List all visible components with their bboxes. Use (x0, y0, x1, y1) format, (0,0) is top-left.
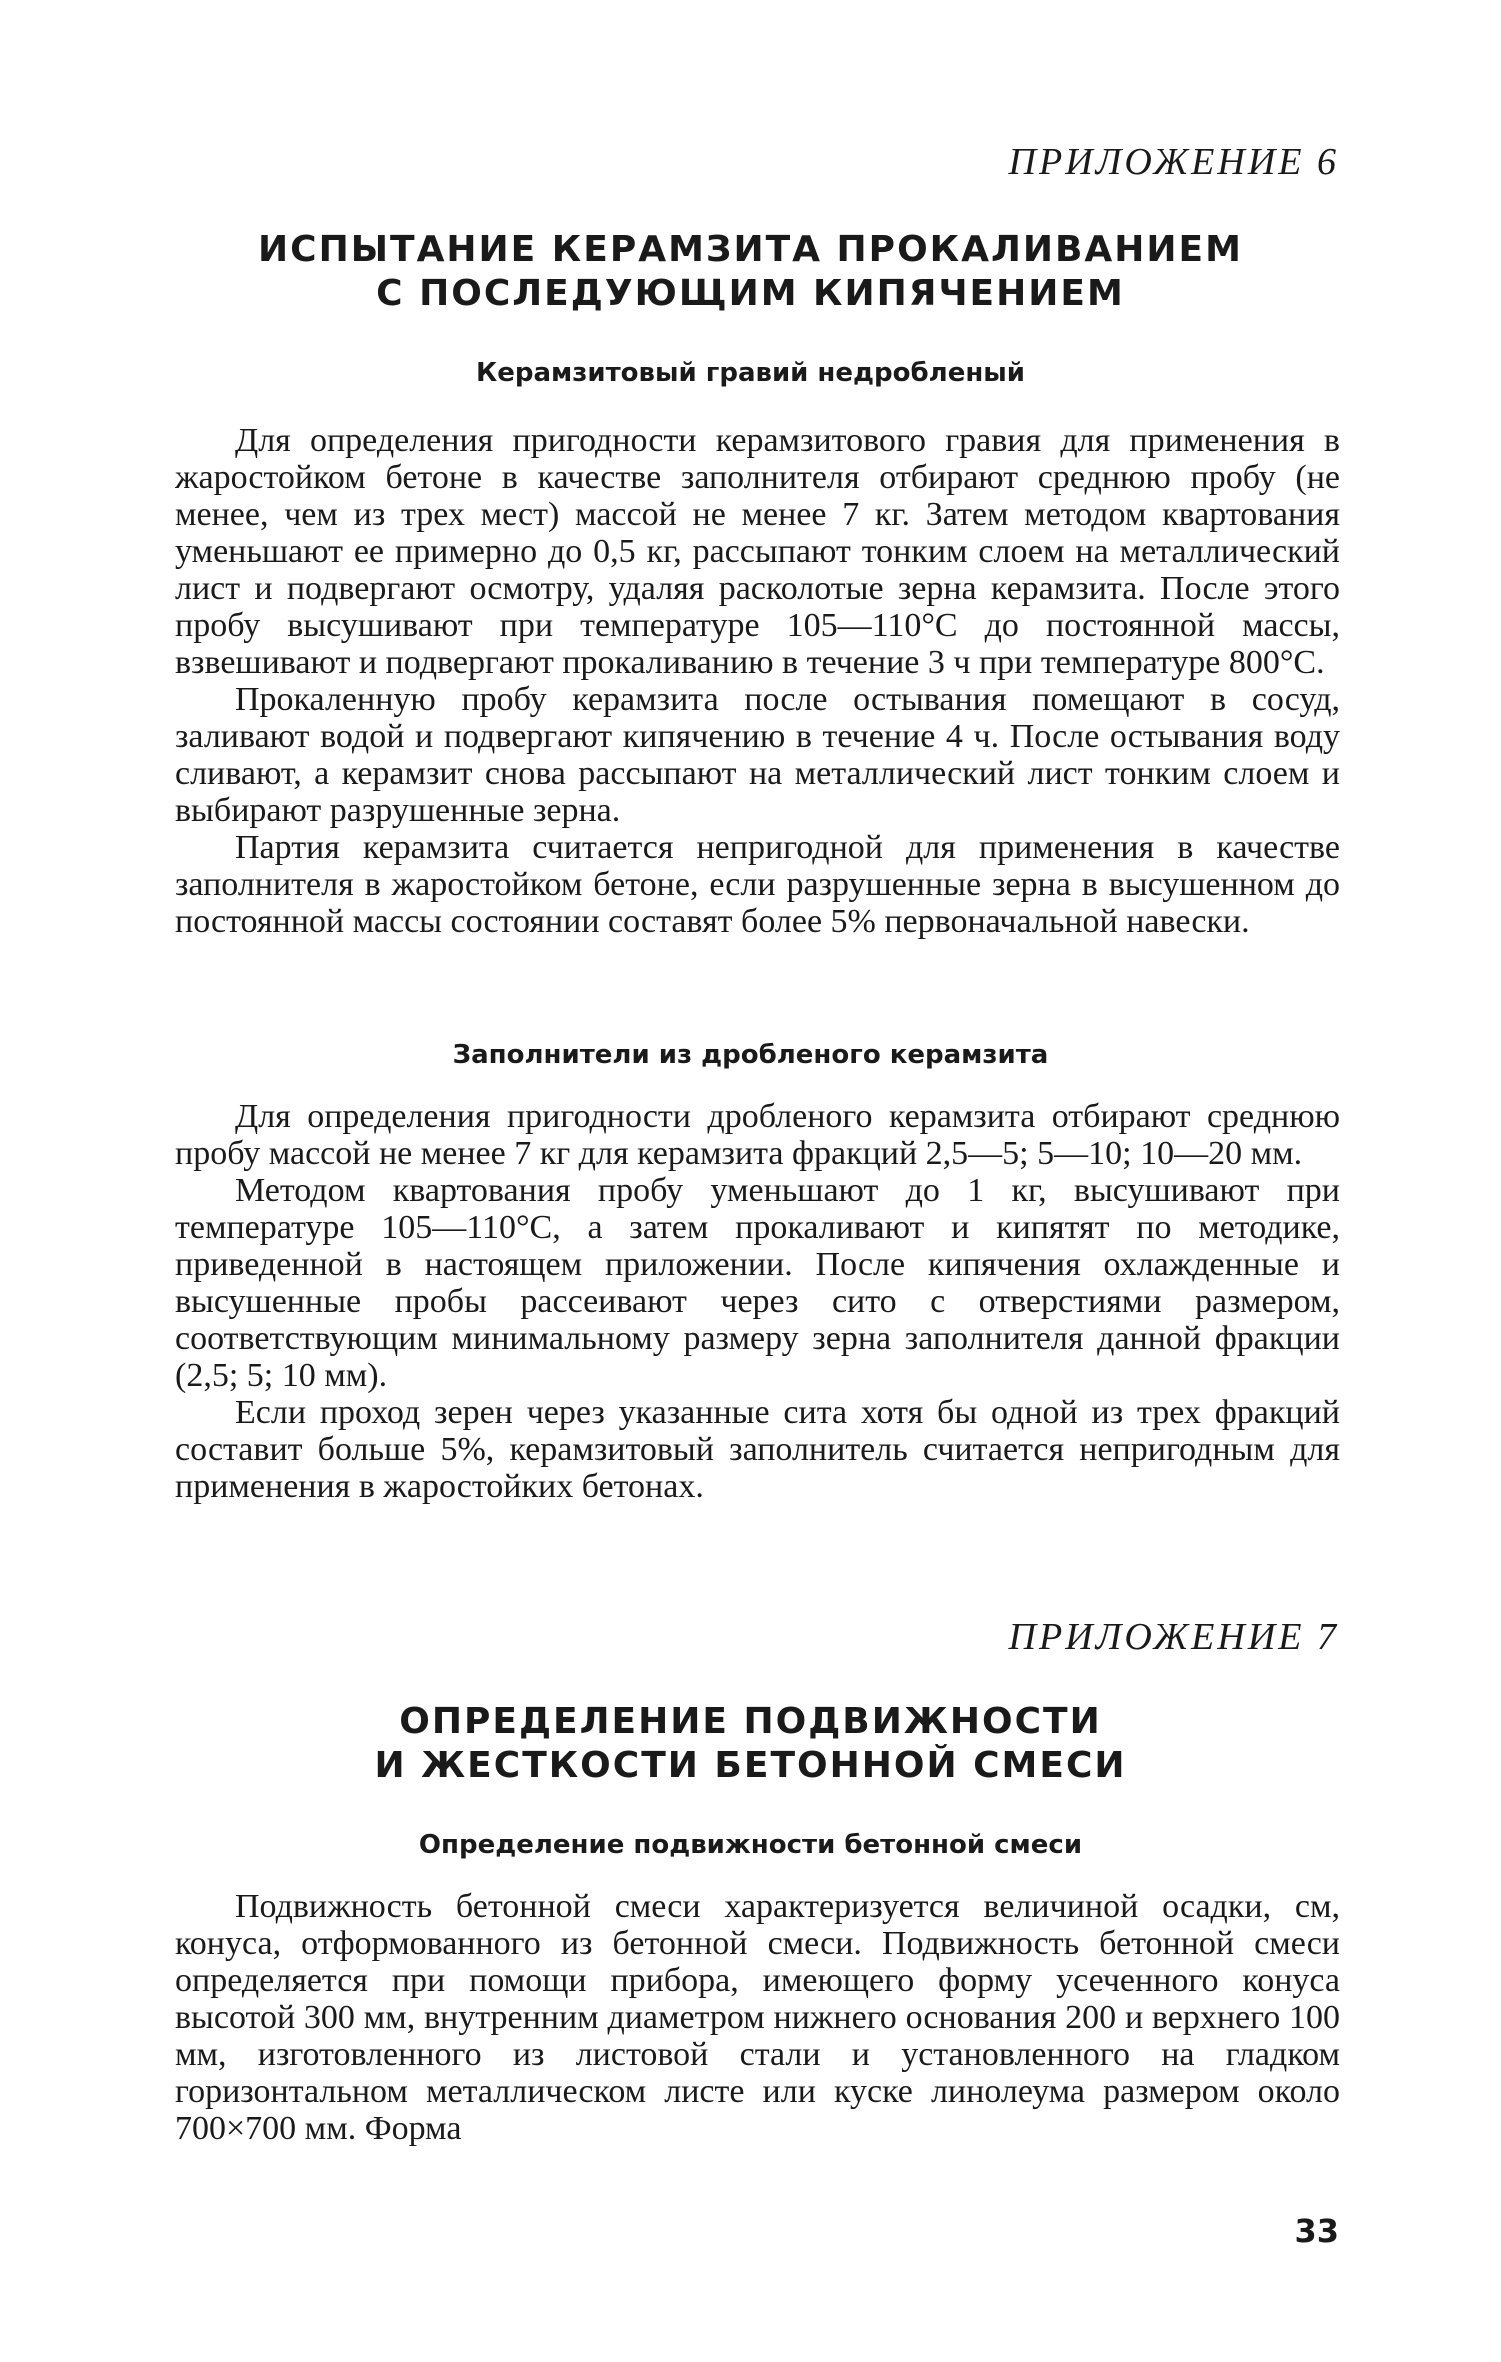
section-heading-crushed-aggregate: Заполнители из дробленого керамзита (452, 1040, 1049, 1070)
paragraph: Если проход зерен через указанные сита хотя бы одной из трех фракций составит больше 5%, керамзитовый заполнитель считается непригодным для применения в жаростойких бетонах. (175, 1394, 1340, 1505)
appendix-6-title-line-1: ИСПЫТАНИЕ КЕРАМЗИТА ПРОКАЛИВАНИЕМ (258, 229, 1243, 270)
page-number: 33 (1294, 2212, 1339, 2250)
appendix-6-title (0, 228, 1501, 316)
appendix-7-title (0, 1700, 1501, 1788)
paragraph: Прокаленную пробу керамзита после остывания помещают в сосуд, заливают водой и подвергают кипячению в течение 4 ч. После остывания воду сливают, а керамзит снова рассыпают на металлический лист тонким слоем и выбирают разрушенные зерна. (175, 681, 1340, 829)
appendix-7-title-line-2: И ЖЕСТКОСТИ БЕТОННОЙ СМЕСИ (374, 1745, 1127, 1786)
appendix-6-title-line-2: С ПОСЛЕДУЮЩИМ КИПЯЧЕНИЕМ (376, 273, 1125, 314)
section-heading-mobility: Определение подвижности бетонной смеси (418, 1830, 1083, 1860)
paragraph: Для определения пригодности дробленого керамзита отбирают среднюю пробу массой не менее 7 кг для керамзита фракций 2,5—5; 5—10; 10—20 мм. (175, 1098, 1340, 1172)
section-body-crushed-aggregate (175, 1098, 1340, 1505)
paragraph: Для определения пригодности керамзитового гравия для применения в жаростойком бетоне в качестве заполнителя отбирают среднюю пробу (не менее, чем из трех мест) массой не менее 7 кг. Затем методом квартования уменьшают ее примерно до 0,5 кг, рассыпают тонким слоем на металлический лист и подвергают осмотру, удаляя расколотые зерна керамзита. После этого пробу высушивают при температуре 105—110°С до постоянной массы, взвешивают и подвергают прокаливанию в течение 3 ч при температуре 800°С. (175, 422, 1340, 681)
section-body-uncrushed-gravel (175, 422, 1340, 940)
paragraph: Подвижность бетонной смеси характеризуется величиной осадки, см, конуса, отформованного из бетонной смеси. Подвижность бетонной смеси определяется при помощи прибора, имеющего форму усеченного конуса высотой 300 мм, внутренним диаметром нижнего основания 200 и верхнего 100 мм, изготовленного из листовой стали и установленного на гладком горизонтальном металлическом листе или куске линолеума размером около 700×700 мм. Форма (175, 1888, 1340, 2147)
appendix-6-label: ПРИЛОЖЕНИЕ 6 (1008, 141, 1339, 183)
section-body-mobility (175, 1888, 1340, 2147)
appendix-7-title-line-1: ОПРЕДЕЛЕНИЕ ПОДВИЖНОСТИ (399, 1701, 1102, 1742)
section-heading-uncrushed-gravel: Керамзитовый гравий недробленый (475, 358, 1026, 388)
paragraph: Партия керамзита считается непригодной для применения в качестве заполнителя в жаростойком бетоне, если разрушенные зерна в высушенном до постоянной массы состоянии составят более 5% первоначальной навески. (175, 829, 1340, 940)
appendix-7-label: ПРИЛОЖЕНИЕ 7 (1008, 1616, 1339, 1658)
paragraph: Методом квартования пробу уменьшают до 1 кг, высушивают при температуре 105—110°С, а затем прокаливают и кипятят по методике, приведенной в настоящем приложении. После кипячения охлажденные и высушенные пробы рассеивают через сито с отверстиями размером, соответствующим минимальному размеру зерна заполнителя данной фракции (2,5; 5; 10 мм). (175, 1172, 1340, 1394)
